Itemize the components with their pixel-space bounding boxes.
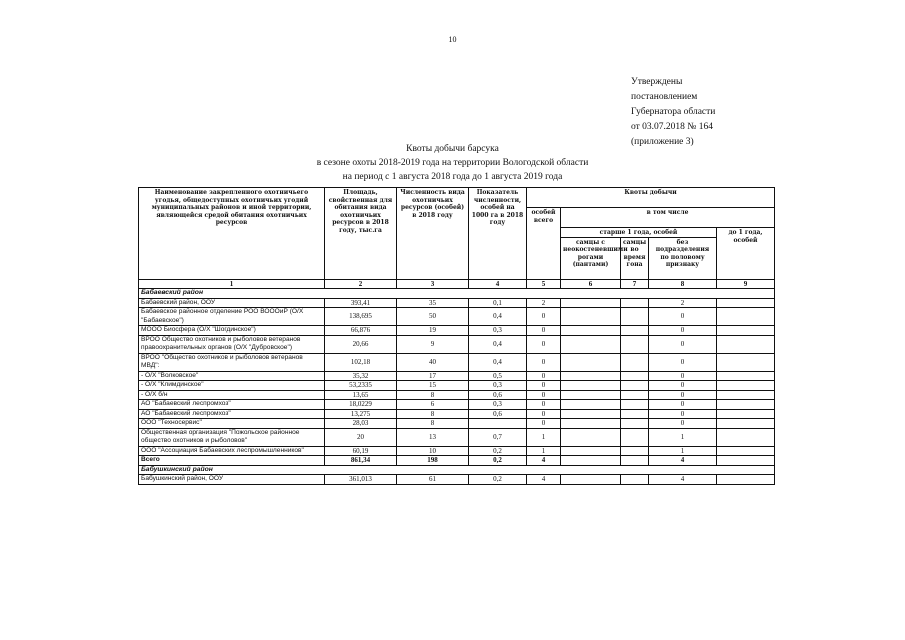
cell-name: - О/Х б/н bbox=[139, 390, 325, 400]
cell-area: 66,876 bbox=[325, 326, 397, 336]
cell-name: Всего bbox=[139, 456, 325, 466]
cell-name: ООО "Техносервис" bbox=[139, 419, 325, 429]
cell-area: 20,66 bbox=[325, 335, 397, 353]
cell-no-sex: 0 bbox=[649, 419, 717, 429]
cell-area: 102,18 bbox=[325, 353, 397, 371]
cell-rut bbox=[621, 400, 649, 410]
cell-no-sex: 0 bbox=[649, 390, 717, 400]
cell-total: 0 bbox=[527, 409, 561, 419]
cell-area: 13,275 bbox=[325, 409, 397, 419]
cell-no-sex: 2 bbox=[649, 298, 717, 308]
cell-no-sex: 0 bbox=[649, 409, 717, 419]
cell-antlers bbox=[561, 456, 621, 466]
table-row bbox=[139, 475, 775, 485]
header-under1: до 1 года, особей bbox=[717, 228, 775, 280]
cell-area: 13,65 bbox=[325, 390, 397, 400]
cell-name: Бабаевский район, ООУ bbox=[139, 298, 325, 308]
cell-index: 0,5 bbox=[469, 371, 527, 381]
cell-antlers bbox=[561, 298, 621, 308]
header-quota: Квоты добычи bbox=[527, 188, 775, 208]
cell-no-sex: 0 bbox=[649, 308, 717, 326]
cell-under1 bbox=[717, 353, 775, 371]
table-row bbox=[139, 308, 775, 326]
table-row bbox=[139, 335, 775, 353]
section-row bbox=[139, 289, 775, 299]
cell-name: ВРОО "Общество охотников и рыболовов ветеранов МВД": bbox=[139, 353, 325, 371]
cell-count: 8 bbox=[397, 390, 469, 400]
column-number: 4 bbox=[469, 279, 527, 289]
cell-no-sex: 0 bbox=[649, 400, 717, 410]
cell-index: 0,3 bbox=[469, 381, 527, 391]
cell-no-sex: 0 bbox=[649, 381, 717, 391]
header-name: Наименование закрепленного охотничьего угодья, общедоступных охотничьих угодий муниципальных районов и иной территории, являющейся средой обитания охотничьих ресурсов bbox=[139, 188, 325, 280]
column-number: 6 bbox=[561, 279, 621, 289]
cell-index: 0,7 bbox=[469, 428, 527, 446]
cell-area: 20 bbox=[325, 428, 397, 446]
cell-total: 0 bbox=[527, 390, 561, 400]
cell-antlers bbox=[561, 353, 621, 371]
cell-count: 40 bbox=[397, 353, 469, 371]
cell-index: 0,2 bbox=[469, 475, 527, 485]
column-number: 1 bbox=[139, 279, 325, 289]
column-number: 7 bbox=[621, 279, 649, 289]
table-row bbox=[139, 400, 775, 410]
cell-antlers bbox=[561, 381, 621, 391]
cell-antlers bbox=[561, 419, 621, 429]
cell-no-sex: 0 bbox=[649, 371, 717, 381]
cell-index: 0,1 bbox=[469, 298, 527, 308]
table-row bbox=[139, 371, 775, 381]
cell-rut bbox=[621, 353, 649, 371]
cell-antlers bbox=[561, 335, 621, 353]
cell-area: 35,32 bbox=[325, 371, 397, 381]
column-number: 9 bbox=[717, 279, 775, 289]
table-row bbox=[139, 298, 775, 308]
cell-under1 bbox=[717, 456, 775, 466]
cell-rut bbox=[621, 308, 649, 326]
cell-antlers bbox=[561, 400, 621, 410]
approval-block bbox=[631, 75, 715, 150]
cell-under1 bbox=[717, 419, 775, 429]
cell-under1 bbox=[717, 409, 775, 419]
table-row bbox=[139, 428, 775, 446]
cell-index: 0,2 bbox=[469, 456, 527, 466]
cell-rut bbox=[621, 298, 649, 308]
cell-total: 1 bbox=[527, 428, 561, 446]
title-line: Квоты добычи барсука bbox=[406, 144, 499, 154]
table-row bbox=[139, 419, 775, 429]
document-title bbox=[0, 142, 905, 184]
cell-name: Бабушкинский район, ООУ bbox=[139, 475, 325, 485]
cell-count: 6 bbox=[397, 400, 469, 410]
cell-name: Общественная организация "Пожольское районное общество охотников и рыболовов" bbox=[139, 428, 325, 446]
approval-line: от 03.07.2018 № 164 bbox=[631, 122, 713, 132]
cell-index: 0,4 bbox=[469, 335, 527, 353]
approval-line: (приложение 3) bbox=[631, 137, 694, 147]
cell-antlers bbox=[561, 308, 621, 326]
approval-line: Губернатора области bbox=[631, 107, 716, 117]
header-total: особей всего bbox=[527, 208, 561, 280]
cell-under1 bbox=[717, 446, 775, 456]
cell-under1 bbox=[717, 428, 775, 446]
cell-antlers bbox=[561, 475, 621, 485]
cell-antlers bbox=[561, 409, 621, 419]
table-row bbox=[139, 353, 775, 371]
cell-under1 bbox=[717, 335, 775, 353]
section-title: Бабушкинский район bbox=[139, 465, 775, 475]
cell-no-sex: 1 bbox=[649, 446, 717, 456]
cell-total: 0 bbox=[527, 419, 561, 429]
approval-line: постановлением bbox=[631, 92, 698, 102]
cell-rut bbox=[621, 390, 649, 400]
cell-count: 10 bbox=[397, 446, 469, 456]
cell-under1 bbox=[717, 308, 775, 326]
header-index: Показатель численности, особей на 1000 га в 2018 году bbox=[469, 188, 527, 280]
cell-antlers bbox=[561, 326, 621, 336]
cell-name: МООО Биосфера (О/Х "Шогдинское") bbox=[139, 326, 325, 336]
cell-rut bbox=[621, 335, 649, 353]
cell-count: 198 bbox=[397, 456, 469, 466]
cell-under1 bbox=[717, 381, 775, 391]
cell-under1 bbox=[717, 400, 775, 410]
cell-total: 1 bbox=[527, 446, 561, 456]
column-number: 2 bbox=[325, 279, 397, 289]
cell-name: ООО "Ассоциация Бабаевских леспромышленников" bbox=[139, 446, 325, 456]
cell-total: 0 bbox=[527, 308, 561, 326]
cell-count: 61 bbox=[397, 475, 469, 485]
approval-line: Утверждены bbox=[631, 77, 683, 87]
cell-rut bbox=[621, 381, 649, 391]
section-title: Бабаевский район bbox=[139, 289, 775, 299]
cell-name: ВРОО Общество охотников и рыболовов ветеранов правоохранительных органов (О/Х "Дубровское") bbox=[139, 335, 325, 353]
cell-no-sex: 0 bbox=[649, 335, 717, 353]
header-older: старше 1 года, особей bbox=[561, 228, 717, 238]
cell-count: 17 bbox=[397, 371, 469, 381]
column-number: 8 bbox=[649, 279, 717, 289]
cell-count: 13 bbox=[397, 428, 469, 446]
header-incl: в том числе bbox=[561, 208, 775, 228]
total-row bbox=[139, 456, 775, 466]
column-number: 5 bbox=[527, 279, 561, 289]
title-line: в сезоне охоты 2018-2019 года на территории Вологодской области bbox=[316, 158, 589, 168]
cell-no-sex: 0 bbox=[649, 326, 717, 336]
cell-rut bbox=[621, 371, 649, 381]
cell-name: АО "Бабаевский леспромхоз" bbox=[139, 400, 325, 410]
cell-index: 0,4 bbox=[469, 308, 527, 326]
header-no-sex: без подразделения по половому признаку bbox=[649, 237, 717, 279]
cell-total: 4 bbox=[527, 456, 561, 466]
header-with-antlers: самцы с неокостеневшими рогами (пантами) bbox=[561, 237, 621, 279]
header-rut: самцы во время гона bbox=[621, 237, 649, 279]
cell-count: 8 bbox=[397, 409, 469, 419]
cell-no-sex: 0 bbox=[649, 353, 717, 371]
cell-area: 28,03 bbox=[325, 419, 397, 429]
cell-total: 4 bbox=[527, 475, 561, 485]
cell-area: 861,34 bbox=[325, 456, 397, 466]
table-row bbox=[139, 390, 775, 400]
cell-count: 19 bbox=[397, 326, 469, 336]
cell-under1 bbox=[717, 371, 775, 381]
cell-area: 53,2335 bbox=[325, 381, 397, 391]
table-row bbox=[139, 326, 775, 336]
quota-table bbox=[138, 187, 775, 485]
cell-no-sex: 4 bbox=[649, 456, 717, 466]
cell-rut bbox=[621, 446, 649, 456]
cell-index: 0,3 bbox=[469, 400, 527, 410]
cell-rut bbox=[621, 419, 649, 429]
cell-total: 0 bbox=[527, 371, 561, 381]
cell-count: 35 bbox=[397, 298, 469, 308]
cell-index: 0,6 bbox=[469, 390, 527, 400]
cell-count: 9 bbox=[397, 335, 469, 353]
table-row bbox=[139, 381, 775, 391]
cell-rut bbox=[621, 326, 649, 336]
cell-name: - О/Х "Климдинское" bbox=[139, 381, 325, 391]
cell-rut bbox=[621, 428, 649, 446]
cell-area: 393,41 bbox=[325, 298, 397, 308]
cell-area: 138,695 bbox=[325, 308, 397, 326]
cell-total: 0 bbox=[527, 353, 561, 371]
cell-index: 0,3 bbox=[469, 326, 527, 336]
cell-antlers bbox=[561, 446, 621, 456]
cell-total: 0 bbox=[527, 381, 561, 391]
table-row bbox=[139, 446, 775, 456]
cell-rut bbox=[621, 475, 649, 485]
cell-rut bbox=[621, 456, 649, 466]
cell-under1 bbox=[717, 298, 775, 308]
cell-name: АО "Бабаевский леспромхоз" bbox=[139, 409, 325, 419]
cell-no-sex: 1 bbox=[649, 428, 717, 446]
header-area: Площадь, свойственная для обитания вида охотничьих ресурсов в 2018 году, тыс.га bbox=[325, 188, 397, 280]
cell-count: 15 bbox=[397, 381, 469, 391]
title-line: на период с 1 августа 2018 года до 1 августа 2019 года bbox=[342, 172, 563, 182]
cell-index: 0,2 bbox=[469, 446, 527, 456]
cell-total: 0 bbox=[527, 326, 561, 336]
header-count: Численность вида охотничьих ресурсов (особей) в 2018 году bbox=[397, 188, 469, 280]
cell-total: 2 bbox=[527, 298, 561, 308]
section-row bbox=[139, 465, 775, 475]
cell-count: 50 bbox=[397, 308, 469, 326]
cell-under1 bbox=[717, 475, 775, 485]
cell-antlers bbox=[561, 390, 621, 400]
cell-under1 bbox=[717, 390, 775, 400]
cell-index: 0,6 bbox=[469, 409, 527, 419]
cell-antlers bbox=[561, 371, 621, 381]
cell-no-sex: 4 bbox=[649, 475, 717, 485]
column-number: 3 bbox=[397, 279, 469, 289]
cell-count: 8 bbox=[397, 419, 469, 429]
cell-under1 bbox=[717, 326, 775, 336]
cell-area: 60,19 bbox=[325, 446, 397, 456]
cell-area: 361,013 bbox=[325, 475, 397, 485]
cell-index bbox=[469, 419, 527, 429]
cell-name: - О/Х "Волковское" bbox=[139, 371, 325, 381]
cell-name: Бабаевское районное отделение РОО ВОООиР (О/Х "Бабаевское") bbox=[139, 308, 325, 326]
table-row bbox=[139, 409, 775, 419]
cell-rut bbox=[621, 409, 649, 419]
cell-total: 0 bbox=[527, 335, 561, 353]
cell-antlers bbox=[561, 428, 621, 446]
column-number-row bbox=[139, 279, 775, 289]
cell-total: 0 bbox=[527, 400, 561, 410]
cell-index: 0,4 bbox=[469, 353, 527, 371]
cell-area: 18,0229 bbox=[325, 400, 397, 410]
page-number: 10 bbox=[448, 35, 457, 44]
